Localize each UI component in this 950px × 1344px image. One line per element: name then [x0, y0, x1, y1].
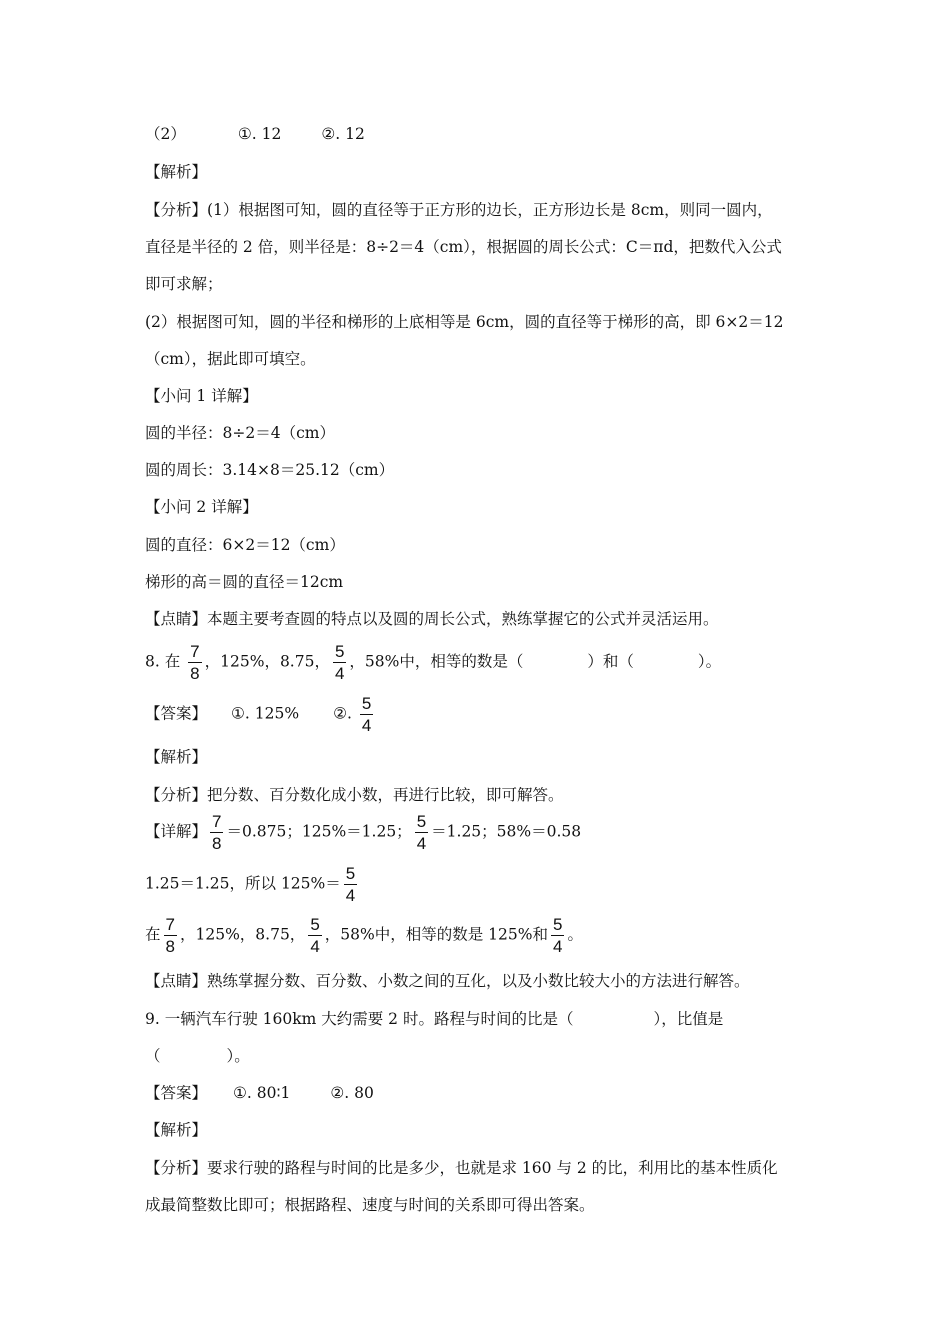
analysis-text-line: 【分析】(1）根据图可知，圆的直径等于正方形的边长，正方形边长是 8cm，则同一圆内，	[145, 201, 773, 219]
answer-1: ①. 125%	[231, 704, 300, 723]
fraction-7-8: $\frac{7}{8}$	[165, 915, 175, 956]
comment-line: 【点睛】熟练掌握分数、百分数、小数之间的互化，以及小数比较大小的方法进行解答。	[145, 972, 750, 990]
fraction-5-4: $\frac{5}{4}$	[416, 812, 427, 853]
fraction-5-4: $\frac{5}{4}$	[552, 915, 563, 956]
answer-line-q9	[145, 1083, 374, 1103]
answer-2: ②.	[333, 704, 352, 723]
fraction-5-4: $\frac{5}{4}$	[345, 864, 356, 905]
section-heading-subquestion-1: 【小问 1 详解】	[145, 387, 258, 405]
section-heading-analysis: 【解析】	[145, 748, 208, 766]
analysis-text-line: 成最简整数比即可；根据路程、速度与时间的关系即可得出答案。	[145, 1196, 595, 1214]
answer-label: 【答案】	[145, 704, 208, 723]
analysis-text-line: 【分析】把分数、百分数化成小数，再进行比较，即可解答。	[145, 786, 564, 804]
detail-label: 【详解】	[145, 822, 208, 841]
comment-line: 【点睛】本题主要考查圆的特点以及圆的周长公式，熟练掌握它的公式并灵活运用。	[145, 610, 719, 628]
detail-line-q8: 【详解】 $\frac{7}{8}$ ＝0.875；125%＝1.25； $\frac{5}{4}$ ＝1.25；58%＝0.58	[145, 812, 582, 853]
detail-line-q8: 1.25＝1.25，所以 125%＝ $\frac{5}{4}$	[145, 864, 356, 905]
analysis-text-line: （cm），据此即可填空。	[145, 350, 316, 368]
fraction-5-4: $\frac{5}{4}$	[310, 915, 320, 956]
solution-line: 圆的周长：3.14×8＝25.12（cm）	[145, 461, 395, 479]
fraction-7-8: $\frac{7}{8}$	[212, 812, 222, 853]
question-9: 9. 一辆汽车行驶 160km 大约需要 2 时。路程与时间的比是（ ），比值是	[145, 1010, 724, 1028]
section-heading-analysis: 【解析】	[145, 163, 208, 181]
solution-line: 梯形的高＝圆的直径＝12cm	[145, 573, 344, 591]
analysis-text-line: 【分析】要求行驶的路程与时间的比是多少，也就是求 160 与 2 的比，利用比的基本性质化	[145, 1159, 778, 1177]
answer-2: ②. 80	[330, 1084, 374, 1102]
section-heading-analysis: 【解析】	[145, 1121, 208, 1139]
section-heading-subquestion-2: 【小问 2 详解】	[145, 498, 258, 516]
solution-line: 圆的半径：8÷2＝4（cm）	[145, 424, 335, 442]
answer-line-q7-part2	[145, 124, 365, 144]
answer-line-q8	[145, 694, 376, 735]
analysis-text-line: 即可求解；	[145, 275, 223, 293]
fraction-7-8: $\frac{7}{8}$	[190, 642, 200, 683]
fraction-5-4: $\frac{5}{4}$	[361, 694, 372, 735]
fraction-5-4: $\frac{5}{4}$	[334, 642, 345, 683]
answer-2: ②. 12	[321, 125, 365, 143]
analysis-text-line: (2）根据图可知，圆的半径和梯形的上底相等是 6cm，圆的直径等于梯形的高，即 6×2＝12	[145, 313, 784, 331]
question-8: 8. 在 $\frac{7}{8}$ ，125%，8.75， $\frac{5}{4}$ ，58%中，相等的数是（ ）和（ ）。	[145, 642, 722, 683]
part-number: （2）	[145, 125, 186, 143]
solution-line: 圆的直径：6×2＝12（cm）	[145, 536, 345, 554]
detail-line-q8: 在 $\frac{7}{8}$ ，125%，8.75， $\frac{5}{4}$ ，58%中，相等的数是 125%和 $\frac{5}{4}$ 。	[145, 915, 583, 956]
answer-1: ①. 12	[237, 125, 282, 143]
analysis-text-line: 直径是半径的 2 倍，则半径是：8÷2＝4（cm），根据圆的周长公式：C＝πd，把数代入公式	[145, 238, 782, 256]
question-9-continued: （ ）。	[145, 1047, 250, 1065]
answer-label: 【答案】	[145, 1084, 208, 1102]
answer-1: ①. 80∶1	[233, 1084, 291, 1102]
